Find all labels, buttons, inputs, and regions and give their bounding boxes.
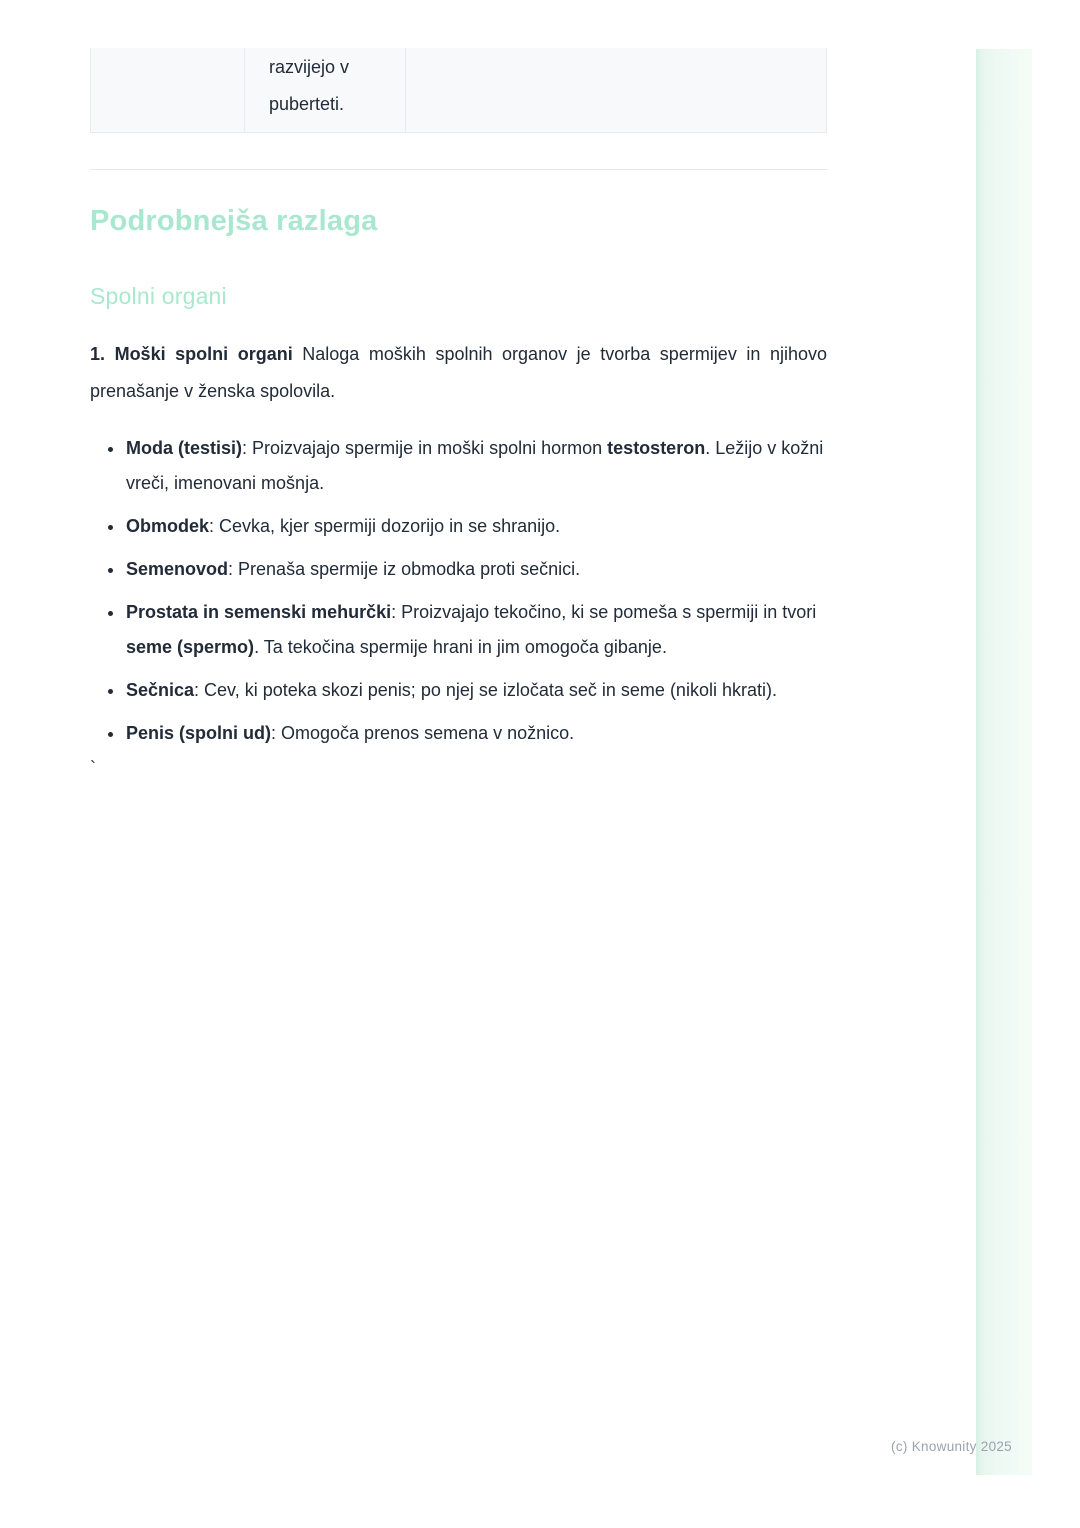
table-cell-empty-right — [406, 48, 827, 132]
list-item-moda: • Moda (testisi): Proizvajajo spermije in moški spolni hormon testosteron. Ležijo v kožni vreči, imenovani mošnja. — [125, 431, 827, 501]
male-organs-list — [90, 431, 827, 751]
stray-backtick-character: ` — [90, 757, 96, 778]
table-row — [91, 48, 827, 132]
intro-paragraph: 1. Moški spolni organi Naloga moških spolnih organov je tvorba spermijev in njihovo prenašanje v ženska spolovila. — [90, 343, 827, 401]
list-item-prostata: • Prostata in semenski mehurčki: Proizvajajo tekočino, ki se pomeša s spermiji in tvori seme (spermo). Ta tekočina spermije hrani in jim omogoča gibanje. — [125, 595, 827, 665]
subsection-heading: Spolni organi — [90, 282, 227, 309]
document-content — [90, 0, 827, 777]
list-item-semenovod: • Semenovod: Prenaša spermije iz obmodka proti sečnici. — [125, 552, 827, 587]
list-item-secnica: • Sečnica: Cev, ki poteka skozi penis; po njej se izločata seč in seme (nikoli hkrati). — [125, 673, 827, 708]
list-item-penis: • Penis (spolni ud): Omogoča prenos semena v nožnico. — [125, 716, 827, 751]
section-heading: Podrobnejša razlaga — [90, 204, 378, 237]
list-item-obmodek: • Obmodek: Cevka, kjer spermiji dozorijo in se shranijo. — [125, 509, 827, 544]
section-divider — [90, 169, 827, 170]
page-edge-strip — [976, 49, 1032, 1475]
table-cell-empty-left — [91, 48, 245, 132]
table-fragment — [90, 48, 827, 133]
copyright-notice: (c) Knowunity 2025 — [891, 1439, 1012, 1454]
table-cell-puberty-note: razvijejo v puberteti. — [245, 48, 406, 132]
